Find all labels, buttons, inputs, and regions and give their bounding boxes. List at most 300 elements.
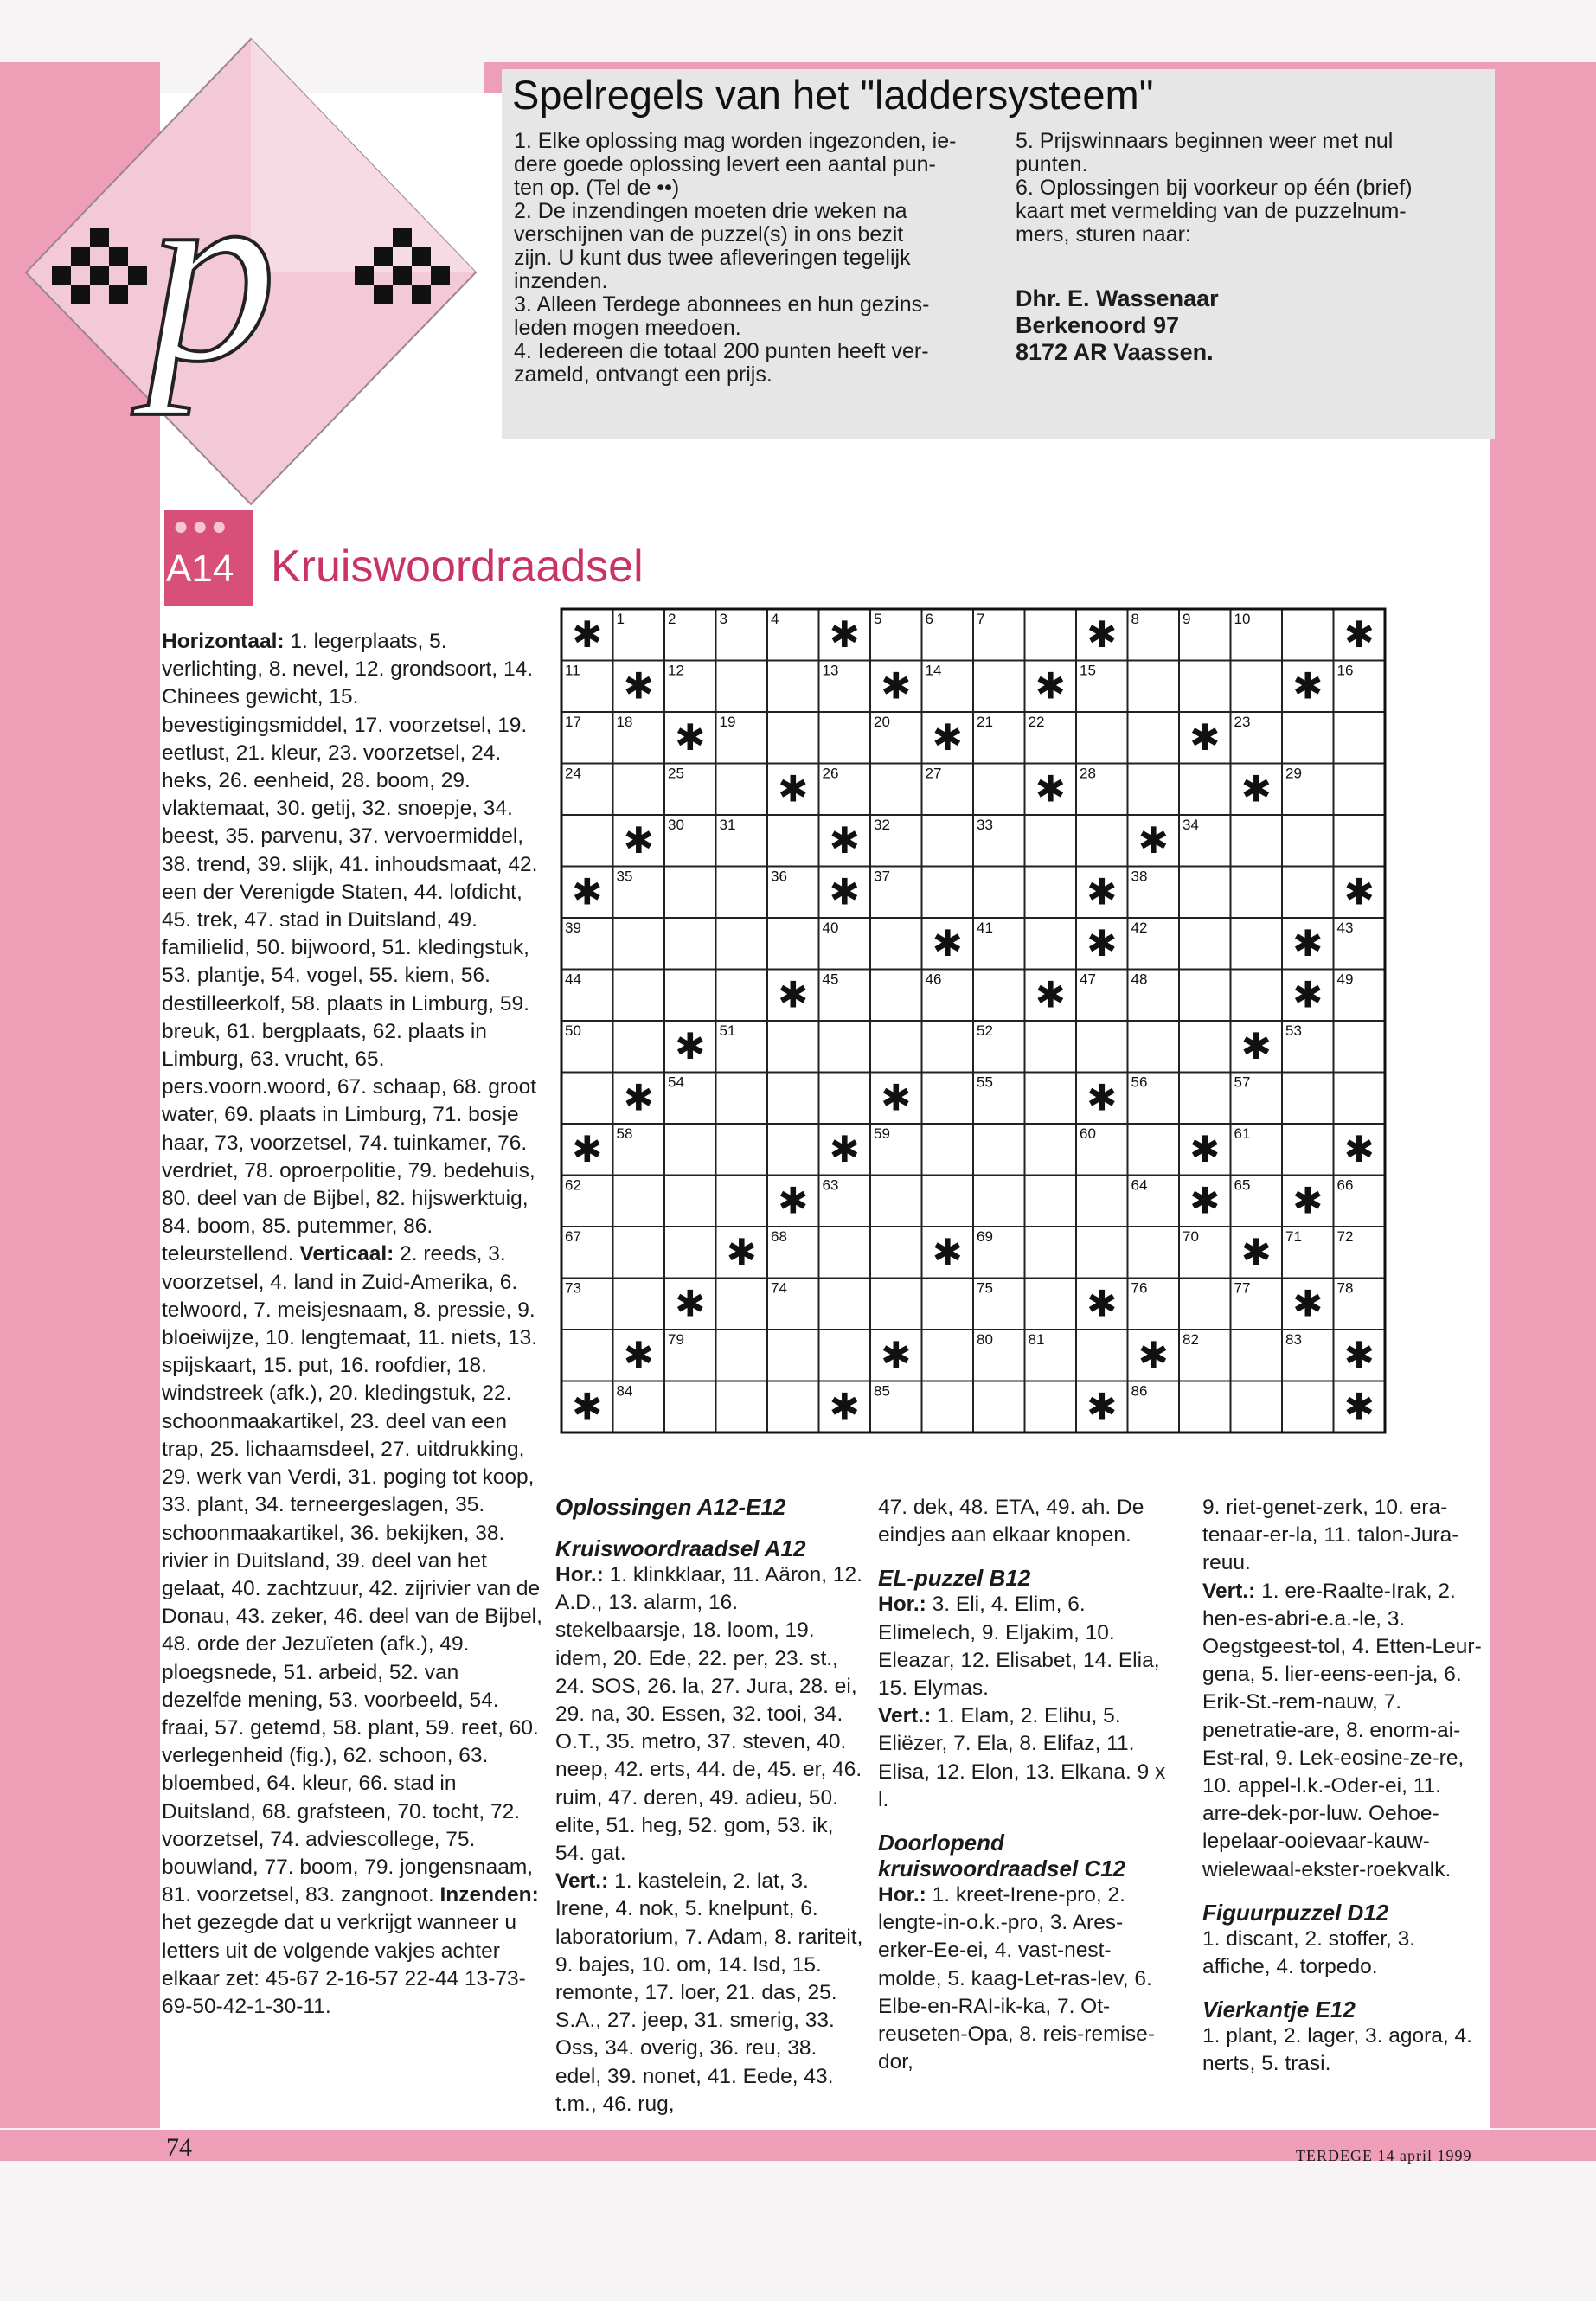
grid-cell (922, 815, 974, 867)
grid-cell (870, 1176, 922, 1227)
solutions-column-3 (1202, 1494, 1488, 2079)
black-star-icon: ✱ (1189, 1179, 1221, 1222)
grid-cell (664, 1381, 716, 1433)
grid-cell (922, 1176, 974, 1227)
black-star-icon: ✱ (623, 664, 654, 708)
cell-number: 15 (1080, 662, 1096, 679)
address-block (1016, 285, 1465, 366)
black-star-icon: ✱ (1343, 1333, 1375, 1376)
solution-heading: Figuurpuzzel D12 (1202, 1899, 1389, 1926)
solution-label: Hor.: (878, 1883, 926, 1907)
solution-text: 1. klinkklaar, 11. Aäron, 12. A.D., 13. alarm, 16. stekelbaarsje, 18. loom, 19. idem, 20. Ede, 22. per, 23. st., 24. SOS, 26. la, 27. Jura, 28. ei, 29. na, 30. Essen, 32. tooi, 34. O.T., 35. metro, 37. steven, 40. neep, 42. erts, 44. de, 45. er, 46. ruim, 47. deren, 49. adieu, 50. elite, 51. heg, 52. gom, 53. ik, 54. gat. (555, 1563, 862, 1866)
cell-number: 67 (565, 1228, 581, 1245)
black-star-icon: ✱ (881, 1076, 912, 1119)
black-star-icon: ✱ (572, 612, 603, 656)
black-star-icon: ✱ (675, 1282, 706, 1325)
rules-left-line: zameld, ontvangt een prijs. (514, 362, 772, 387)
cell-number: 18 (616, 714, 633, 730)
grid-cell (1282, 1073, 1334, 1125)
grid-cell (1334, 1073, 1386, 1125)
vertical-clues: 2. reeds, 3. voorzetsel, 4. land in Zuid-Amerika, 6. telwoord, 7. meisjesnaam, 8. pressie, 9. bloeiwijze, 10. lengtemaat, 11. niets, 13. spijskaart, 15. put, 16. roofdier, 18. windstreek (afk.), 20. kledingstuk, 22. schoonmaakartikel, 23. deel van een trap, 25. lichaamsdeel, 27. uitdrukking, 29. werk van Verdi, 31. poging tot koop, 33. plant, 34. terneergeslagen, 35. schoonmaakartikel, 36. bekijken, 38. rivier in Duitsland, 39. deel van het gelaat, 40. zachtzuur, 42. zijrivier van de Donau, 43. zeker, 46. deel van de Bijbel, 48. orde der Jezuïeten (afk.), 49. ploegsnede, 51. arbeid, 52. van dezelfde mening, 53. voorbeeld, 54. fraai, 57. getemd, 58. plant, 59. reet, 60. verlegenheid (fig.), 62. schoon, 63. bloembed, 64. kleur, 66. stad in Duitsland, 68. grafsteen, 70. tocht, 72. voorzetsel, 74. adviescollege, 75. bouwland, 77. boom, 79. jongensnaam, 81. voorzetsel, 83. zangnoot. (162, 1242, 542, 1907)
black-star-icon: ✱ (1240, 1230, 1272, 1273)
black-star-icon: ✱ (778, 1179, 809, 1222)
solution-paragraph (878, 1494, 1172, 1549)
black-star-icon: ✱ (675, 715, 706, 759)
cell-number: 21 (977, 714, 993, 730)
solution-paragraph (878, 1881, 1172, 2076)
grid-cell (1025, 1279, 1077, 1330)
cell-number: 44 (565, 971, 581, 988)
black-star-icon: ✱ (1086, 1282, 1118, 1325)
cell-number: 6 (925, 611, 933, 627)
rules-left-line: 2. De inzendingen moeten drie weken na (514, 199, 907, 223)
cell-number: 75 (977, 1279, 993, 1297)
grid-cell (973, 1381, 1025, 1433)
rules-column-right (1016, 130, 1483, 247)
black-star-icon: ✱ (1138, 818, 1169, 862)
cell-number: 41 (977, 920, 993, 936)
horizontal-label: Horizontaal: (162, 630, 285, 653)
black-star-icon: ✱ (1086, 921, 1118, 965)
grid-cell (664, 1227, 716, 1279)
grid-cell (613, 1021, 665, 1073)
grid-cell (1076, 1021, 1128, 1073)
grid-cell (973, 867, 1025, 919)
cell-number: 62 (565, 1176, 581, 1194)
cell-number: 39 (565, 920, 581, 936)
solution-paragraph (555, 1561, 867, 1868)
black-star-icon: ✱ (1138, 1333, 1169, 1376)
cell-number: 68 (771, 1228, 787, 1245)
grid-cell (1179, 1381, 1231, 1433)
solution-heading: Oplossingen A12-E12 (555, 1494, 786, 1520)
solution-heading: Vierkantje E12 (1202, 1997, 1356, 2023)
black-star-icon: ✱ (829, 818, 860, 862)
grid-cell (1025, 1073, 1077, 1125)
black-star-icon: ✱ (932, 921, 963, 965)
black-star-icon: ✱ (778, 767, 809, 811)
cell-number: 40 (822, 920, 839, 936)
grid-cell (767, 712, 819, 764)
puzzle-code: A14 (166, 548, 234, 590)
grid-cell (613, 1279, 665, 1330)
cell-number: 12 (668, 662, 684, 679)
cell-number: 48 (1131, 971, 1148, 988)
cell-number: 49 (1336, 971, 1354, 988)
black-star-icon: ✱ (572, 1385, 603, 1428)
grid-cell (561, 1330, 613, 1381)
address-line: Berkenoord 97 (1016, 312, 1180, 338)
grid-cell (870, 918, 922, 970)
cell-number: 2 (668, 611, 676, 627)
grid-cell (767, 1381, 819, 1433)
cell-number: 33 (977, 817, 993, 833)
rules-title: Spelregels van het "laddersysteem" (512, 72, 1154, 118)
rules-left-line: inzenden. (514, 269, 608, 293)
submit-instructions: het gezegde dat u verkrijgt wanneer u letters uit de volgende vakjes achter elkaar zet: 45-67 2-16-57 22-44 13-73-69-50-42-1-30-11. (162, 1911, 526, 2018)
grid-cell (716, 1279, 768, 1330)
grid-cell (922, 1073, 974, 1125)
black-star-icon: ✱ (829, 1127, 860, 1170)
grid-cell (922, 1279, 974, 1330)
cell-number: 65 (1234, 1176, 1251, 1194)
black-star-icon: ✱ (1292, 1282, 1324, 1325)
grid-cell (664, 1124, 716, 1176)
rules-right-line: kaart met vermelding van de puzzelnum- (1016, 199, 1407, 223)
grid-cell (1231, 661, 1283, 713)
solution-text: 1. kastelein, 2. lat, 3. Irene, 4. nok, 5. knelpunt, 6. laboratorium, 7. Adam, 8. rariteit, 9. bajes, 10. om, 14. lsd, 15. remonte, 17. loer, 21. das, 25. S.A., 27. jeep, 31. smerig, 33. Oss, 34. overig, 36. reu, 38. edel, 39. nonet, 41. Eede, 43. t.m., 46. rug, (555, 1869, 863, 2116)
crossword-grid (558, 606, 1388, 1446)
black-star-icon: ✱ (881, 664, 912, 708)
grid-cell (1334, 712, 1386, 764)
solution-heading: Kruiswoordraadsel A12 (555, 1535, 806, 1561)
grid-cell (973, 970, 1025, 1022)
grid-cell (664, 970, 716, 1022)
rules-left-line: 1. Elke oplossing mag worden ingezonden, ie- (514, 129, 957, 153)
grid-cell (716, 1124, 768, 1176)
grid-cell (767, 1330, 819, 1381)
solution-label: Vert.: (555, 1869, 609, 1894)
address-line: 8172 AR Vaassen. (1016, 339, 1214, 365)
black-star-icon: ✱ (1343, 1127, 1375, 1170)
solution-label: Vert.: (1202, 1579, 1256, 1603)
cell-number: 7 (977, 611, 985, 627)
difficulty-dots: ●●● (173, 512, 231, 541)
puzzle-logo-icon (17, 30, 484, 515)
grid-cell (922, 1021, 974, 1073)
black-star-icon: ✱ (675, 1024, 706, 1067)
grid-cell (1025, 1021, 1077, 1073)
solution-text: 47. dek, 48. ETA, 49. ah. De eindjes aan elkaar knopen. (878, 1496, 1144, 1548)
cell-number: 16 (1336, 662, 1354, 679)
cell-number: 27 (925, 765, 942, 782)
grid-cell (819, 1073, 871, 1125)
cell-number: 29 (1285, 765, 1302, 782)
grid-cell (870, 1021, 922, 1073)
cell-number: 23 (1234, 714, 1251, 730)
grid-cell (1076, 1176, 1128, 1227)
grid-cell (767, 815, 819, 867)
black-star-icon: ✱ (829, 612, 860, 656)
grid-cell (716, 1073, 768, 1125)
cell-number: 77 (1234, 1279, 1251, 1297)
grid-cell (1334, 764, 1386, 816)
grid-cell (1128, 1124, 1180, 1176)
cell-number: 13 (822, 662, 839, 679)
grid-cell (1025, 1381, 1077, 1433)
cell-number: 50 (565, 1022, 581, 1039)
rules-left-line: zijn. U kunt dus twee afleveringen tegelijk (514, 246, 911, 270)
cell-number: 1 (616, 611, 625, 627)
black-star-icon: ✱ (1343, 870, 1375, 913)
rules-left-line: leden mogen meedoen. (514, 316, 741, 340)
grid-cell (922, 1330, 974, 1381)
grid-cell (1179, 1021, 1231, 1073)
grid-cell (613, 970, 665, 1022)
address-line: Dhr. E. Wassenaar (1016, 285, 1219, 311)
cell-number: 38 (1131, 868, 1148, 885)
cell-number: 25 (668, 765, 684, 782)
grid-cell (1025, 1176, 1077, 1227)
solution-label: Vert.: (878, 1704, 932, 1728)
grid-cell (716, 661, 768, 713)
black-star-icon: ✱ (1240, 767, 1272, 811)
cell-number: 43 (1336, 920, 1354, 936)
grid-cell (613, 1176, 665, 1227)
cell-number: 61 (1234, 1125, 1251, 1142)
solution-paragraph (555, 1868, 867, 2118)
grid-cell (1179, 661, 1231, 713)
grid-cell (767, 661, 819, 713)
black-star-icon: ✱ (572, 870, 603, 913)
grid-cell (1076, 1227, 1128, 1279)
grid-cell (1282, 1124, 1334, 1176)
grid-cell (716, 867, 768, 919)
grid-cell (1179, 918, 1231, 970)
grid-cell (1076, 1330, 1128, 1381)
cell-number: 79 (668, 1331, 684, 1348)
grid-cell (819, 712, 871, 764)
grid-cell (819, 1330, 871, 1381)
grid-cell (1231, 815, 1283, 867)
black-star-icon: ✱ (932, 715, 963, 759)
black-star-icon: ✱ (932, 1230, 963, 1273)
solution-text: 3. Eli, 4. Elim, 6. Elimelech, 9. Eljakim, 10. Eleazar, 12. Elisabet, 14. Elia, 15. Elymas. (878, 1593, 1160, 1701)
vertical-label: Verticaal: (299, 1242, 394, 1266)
solution-text: 1. discant, 2. stoffer, 3. affiche, 4. torpedo. (1202, 1926, 1416, 1979)
grid-cell (973, 1124, 1025, 1176)
cell-number: 37 (874, 868, 890, 885)
cell-number: 3 (719, 611, 727, 627)
rules-right-line: mers, sturen naar: (1016, 222, 1191, 247)
grid-cell (1179, 867, 1231, 919)
solution-heading: EL-puzzel B12 (878, 1565, 1031, 1592)
black-star-icon: ✱ (778, 973, 809, 1016)
grid-cell (1334, 1021, 1386, 1073)
grid-cell (1128, 1021, 1180, 1073)
grid-cell (716, 1176, 768, 1227)
rules-right-line: 6. Oplossingen bij voorkeur op één (brief) (1016, 176, 1413, 200)
solution-text: 9. riet-genet-zerk, 10. era-tenaar-er-la, 11. talon-Jura-reuu. (1202, 1496, 1459, 1575)
black-star-icon: ✱ (1086, 870, 1118, 913)
grid-cell (716, 1381, 768, 1433)
grid-cell (973, 661, 1025, 713)
black-star-icon: ✱ (1086, 1385, 1118, 1428)
grid-cell (1231, 867, 1283, 919)
solution-label: Hor.: (555, 1563, 604, 1586)
cell-number: 9 (1183, 611, 1191, 627)
solution-paragraph (1202, 2022, 1488, 2078)
grid-cell (1025, 1124, 1077, 1176)
cell-number: 86 (1131, 1382, 1148, 1400)
grid-cell (613, 918, 665, 970)
grid-cell (716, 970, 768, 1022)
black-star-icon: ✱ (1035, 767, 1066, 811)
grid-cell (1128, 712, 1180, 764)
submit-label: Inzenden: (439, 1883, 539, 1907)
puzzle-title: Kruiswoordraadsel (271, 542, 644, 592)
grid-cell (1282, 1381, 1334, 1433)
solution-paragraph (1202, 1578, 1488, 1884)
cell-number: 66 (1336, 1176, 1354, 1194)
grid-cell (1025, 867, 1077, 919)
grid-cell (1334, 815, 1386, 867)
cell-number: 19 (719, 714, 736, 730)
grid-cell (922, 1381, 974, 1433)
black-star-icon: ✱ (623, 1333, 654, 1376)
black-star-icon: ✱ (1189, 1127, 1221, 1170)
cell-number: 57 (1234, 1074, 1251, 1091)
grid-cell (716, 918, 768, 970)
grid-cell (561, 1073, 613, 1125)
cell-number: 63 (822, 1176, 839, 1194)
grid-cell (922, 867, 974, 919)
cell-number: 31 (719, 817, 736, 833)
solution-text: 1. ere-Raalte-Irak, 2. hen-es-abri-e.a.-le, 3. Oegstgeest-tol, 4. Etten-Leur-gena, 5. lier-eens-een-ja, 6. Erik-St.-rem-nauw, 7. penetratie-are, 8. enorm-ai-Est-ral, 9. Lek-eosine-ze-re, 10. appel-l.k.-Oder-ei, 11. arre-dek-por-luw. Oehoe-lepelaar-ooievaar-kauw-wielewaal-ekster-roekvalk. (1202, 1579, 1482, 1881)
cell-number: 22 (1028, 714, 1045, 730)
grid-cell (561, 815, 613, 867)
grid-cell (819, 1227, 871, 1279)
rules-right-line: punten. (1016, 152, 1088, 176)
grid-cell (1128, 661, 1180, 713)
cell-number: 10 (1234, 611, 1251, 627)
cell-number: 83 (1285, 1331, 1302, 1348)
cell-number: 80 (977, 1331, 993, 1348)
black-star-icon: ✱ (881, 1333, 912, 1376)
solution-paragraph (1202, 1494, 1488, 1578)
grid-cell (1179, 764, 1231, 816)
black-star-icon: ✱ (1292, 664, 1324, 708)
grid-cell (1282, 815, 1334, 867)
cell-number: 53 (1285, 1022, 1302, 1039)
solution-heading: Doorlopend kruiswoordraadsel C12 (878, 1830, 1126, 1882)
cell-number: 81 (1028, 1331, 1045, 1348)
magazine-credit: TERDEGE 14 april 1999 (1296, 2147, 1472, 2164)
black-star-icon: ✱ (572, 1127, 603, 1170)
cell-number: 82 (1183, 1331, 1199, 1348)
grid-cell (767, 1021, 819, 1073)
grid-cell (664, 918, 716, 970)
rules-left-line: dere goede oplossing levert een aantal pun- (514, 152, 936, 176)
cell-number: 59 (874, 1125, 890, 1142)
cell-number: 45 (822, 971, 839, 988)
solution-text: 1. plant, 2. lager, 3. agora, 4. nerts, 5. trasi. (1202, 2024, 1472, 2076)
solution-paragraph (1202, 1926, 1488, 1981)
black-star-icon: ✱ (623, 818, 654, 862)
cell-number: 28 (1080, 765, 1096, 782)
black-star-icon: ✱ (1240, 1024, 1272, 1067)
solution-label: Hor.: (878, 1593, 926, 1617)
cell-number: 4 (771, 611, 779, 627)
grid-cell (1025, 918, 1077, 970)
grid-cell (922, 1124, 974, 1176)
solutions-column-2 (878, 1494, 1172, 2076)
solution-text: 1. Elam, 2. Elihu, 5. Eliëzer, 7. Ela, 8. Elifaz, 11. Elisa, 12. Elon, 13. Elkana. 9 x l. (878, 1704, 1166, 1811)
rules-column-left (514, 130, 981, 387)
cell-number: 54 (668, 1074, 684, 1091)
grid-cell (870, 1227, 922, 1279)
grid-cell (1231, 918, 1283, 970)
rules-left-line: 4. Iedereen die totaal 200 punten heeft ver- (514, 339, 929, 363)
grid-cell (767, 918, 819, 970)
solutions-column-1 (555, 1494, 867, 2118)
grid-cell (973, 764, 1025, 816)
cell-number: 5 (874, 611, 882, 627)
grid-cell (613, 764, 665, 816)
cell-number: 85 (874, 1382, 890, 1400)
black-star-icon: ✱ (1189, 715, 1221, 759)
cell-number: 32 (874, 817, 890, 833)
grid-cell (870, 970, 922, 1022)
cell-number: 58 (616, 1125, 633, 1142)
cell-number: 56 (1131, 1074, 1148, 1091)
cell-number: 24 (565, 765, 581, 782)
grid-cell (1231, 1381, 1283, 1433)
grid-cell (870, 1279, 922, 1330)
grid-cell (1282, 609, 1334, 661)
cell-number: 84 (616, 1382, 633, 1400)
cell-number: 76 (1131, 1279, 1148, 1297)
grid-cell (767, 1073, 819, 1125)
cell-number: 64 (1131, 1176, 1148, 1194)
cell-number: 78 (1336, 1279, 1354, 1297)
grid-cell (1282, 712, 1334, 764)
cell-number: 35 (616, 868, 633, 885)
grid-cell (1179, 970, 1231, 1022)
grid-cell (1128, 764, 1180, 816)
black-star-icon: ✱ (1035, 664, 1066, 708)
pink-border-right (1490, 62, 1596, 2128)
grid-cell (1231, 970, 1283, 1022)
grid-cell (1128, 1227, 1180, 1279)
black-star-icon: ✱ (623, 1076, 654, 1119)
cell-number: 17 (565, 714, 581, 730)
cell-number: 14 (925, 662, 942, 679)
grid-cell (819, 1279, 871, 1330)
grid-cell (1282, 867, 1334, 919)
cell-number: 74 (771, 1279, 787, 1297)
cell-number: 47 (1080, 971, 1096, 988)
solution-paragraph (878, 1702, 1172, 1814)
black-star-icon: ✱ (829, 870, 860, 913)
grid-cell (1179, 1279, 1231, 1330)
black-star-icon: ✱ (1086, 1076, 1118, 1119)
cell-number: 51 (719, 1022, 736, 1039)
grid-cell (613, 1227, 665, 1279)
cell-number: 42 (1131, 920, 1148, 936)
cell-number: 26 (822, 765, 839, 782)
black-star-icon: ✱ (1343, 612, 1375, 656)
rules-right-line: 5. Prijswinnaars beginnen weer met nul (1016, 129, 1394, 153)
grid-cell (973, 1176, 1025, 1227)
grid-cell (664, 867, 716, 919)
black-star-icon: ✱ (1292, 1179, 1324, 1222)
black-star-icon: ✱ (1035, 973, 1066, 1016)
cell-number: 36 (771, 868, 787, 885)
page-number: 74 (166, 2133, 192, 2162)
grid-cell (716, 764, 768, 816)
grid-cell (870, 764, 922, 816)
grid-cell (664, 1176, 716, 1227)
grid-cell (1076, 712, 1128, 764)
cell-number: 52 (977, 1022, 993, 1039)
cell-number: 72 (1336, 1228, 1354, 1245)
cell-number: 30 (668, 817, 684, 833)
cell-number: 73 (565, 1279, 581, 1297)
logo-letter: p (147, 128, 277, 415)
black-star-icon: ✱ (1292, 921, 1324, 965)
grid-cell (1025, 815, 1077, 867)
